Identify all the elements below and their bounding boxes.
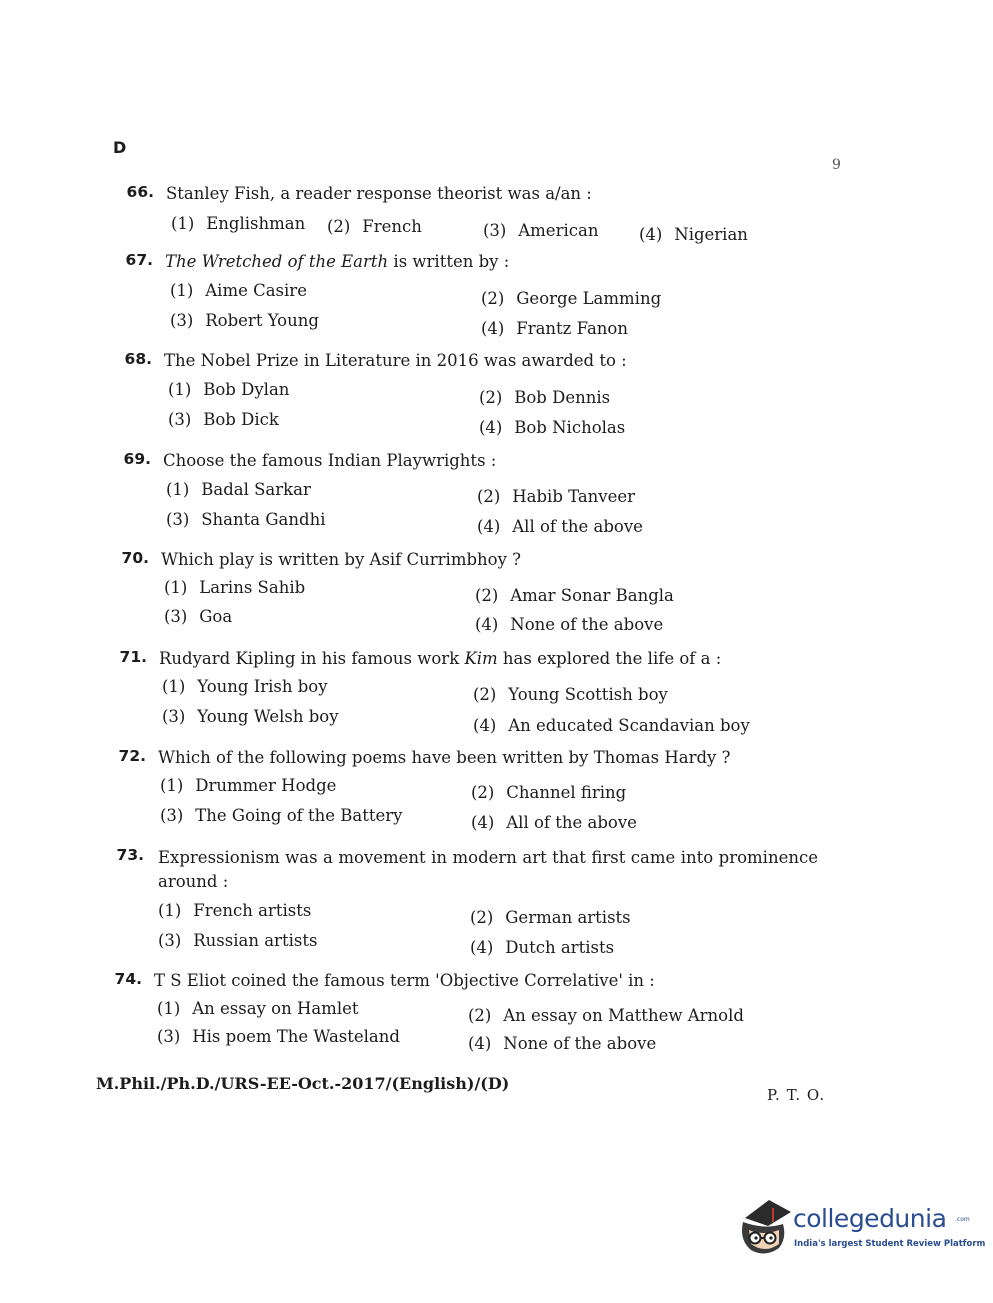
option-1: (1) French artists bbox=[158, 901, 312, 920]
option-4: (4) Frantz Fanon bbox=[481, 319, 628, 338]
option-2: (2) Channel firing bbox=[471, 783, 627, 802]
option-2: (2) George Lamming bbox=[481, 289, 662, 308]
question-number: 72. bbox=[118, 747, 146, 765]
question-number: 70. bbox=[121, 549, 149, 567]
question-text: T S Eliot coined the famous term 'Objective Correlative' in : bbox=[154, 971, 655, 990]
question-number: 73. bbox=[116, 846, 144, 864]
option-3: (3) Shanta Gandhi bbox=[166, 510, 326, 529]
question-text: The Nobel Prize in Literature in 2016 was awarded to : bbox=[164, 351, 627, 370]
option-2: (2) German artists bbox=[470, 908, 631, 927]
option-1: (1) Badal Sarkar bbox=[166, 480, 311, 499]
option-3: (3) American bbox=[483, 221, 599, 240]
brand-tld: .com bbox=[955, 1216, 970, 1223]
option-1: (1) Larins Sahib bbox=[164, 578, 306, 597]
option-1: (1) Bob Dylan bbox=[168, 380, 290, 399]
question-number: 69. bbox=[123, 450, 151, 468]
question-text: Choose the famous Indian Playwrights : bbox=[163, 451, 497, 470]
question-text: Stanley Fish, a reader response theorist was a/an : bbox=[166, 184, 592, 203]
exam-code: M.Phil./Ph.D./URS-EE-Oct.-2017/(English)/(D) bbox=[96, 1074, 510, 1093]
option-1: (1) Aime Casire bbox=[170, 281, 307, 300]
question-number: 71. bbox=[119, 648, 147, 666]
series-label: D bbox=[113, 138, 127, 157]
option-4: (4) All of the above bbox=[477, 517, 643, 536]
option-3: (3) Russian artists bbox=[158, 931, 318, 950]
option-1: (1) Englishman bbox=[171, 214, 306, 233]
option-4: (4) Nigerian bbox=[639, 225, 748, 244]
question-text: Rudyard Kipling in his famous work Kim has explored the life of a : bbox=[159, 649, 722, 668]
question-number: 74. bbox=[114, 970, 142, 988]
option-1: (1) Drummer Hodge bbox=[160, 776, 337, 795]
pto-label: P. T. O. bbox=[767, 1086, 826, 1104]
brand-tagline: India's largest Student Review Platform bbox=[794, 1239, 986, 1249]
option-4: (4) All of the above bbox=[471, 813, 637, 832]
option-3: (3) His poem The Wasteland bbox=[157, 1027, 400, 1046]
option-4: (4) An educated Scandavian boy bbox=[473, 716, 750, 735]
option-4: (4) None of the above bbox=[475, 615, 664, 634]
option-4: (4) Dutch artists bbox=[470, 938, 615, 957]
option-2: (2) Amar Sonar Bangla bbox=[475, 586, 674, 605]
question-number: 67. bbox=[125, 251, 153, 269]
question-number: 66. bbox=[126, 183, 154, 201]
option-4: (4) Bob Nicholas bbox=[479, 418, 626, 437]
brand-name: collegedunia bbox=[793, 1204, 947, 1233]
option-3: (3) Bob Dick bbox=[168, 410, 279, 429]
option-1: (1) Young Irish boy bbox=[162, 677, 328, 696]
question-text: The Wretched of the Earth is written by : bbox=[165, 252, 510, 271]
option-2: (2) Bob Dennis bbox=[479, 388, 611, 407]
option-2: (2) Young Scottish boy bbox=[473, 685, 668, 704]
option-4: (4) None of the above bbox=[468, 1034, 657, 1053]
question-text: Expressionism was a movement in modern art that first came into prominence around : bbox=[158, 848, 818, 891]
page-number: 9 bbox=[832, 157, 841, 173]
mascot-logo-icon bbox=[735, 1196, 793, 1258]
option-1: (1) An essay on Hamlet bbox=[157, 999, 359, 1018]
option-3: (3) Young Welsh boy bbox=[162, 707, 339, 726]
option-3: (3) The Going of the Battery bbox=[160, 806, 403, 825]
option-2: (2) An essay on Matthew Arnold bbox=[468, 1006, 744, 1025]
question-text: Which of the following poems have been written by Thomas Hardy ? bbox=[158, 748, 731, 767]
option-3: (3) Robert Young bbox=[170, 311, 319, 330]
question-text: Which play is written by Asif Currimbhoy ? bbox=[161, 550, 522, 569]
option-3: (3) Goa bbox=[164, 607, 233, 626]
question-number: 68. bbox=[124, 350, 152, 368]
collegedunia-watermark bbox=[735, 1196, 986, 1266]
option-2: (2) French bbox=[327, 217, 422, 236]
option-2: (2) Habib Tanveer bbox=[477, 487, 636, 506]
